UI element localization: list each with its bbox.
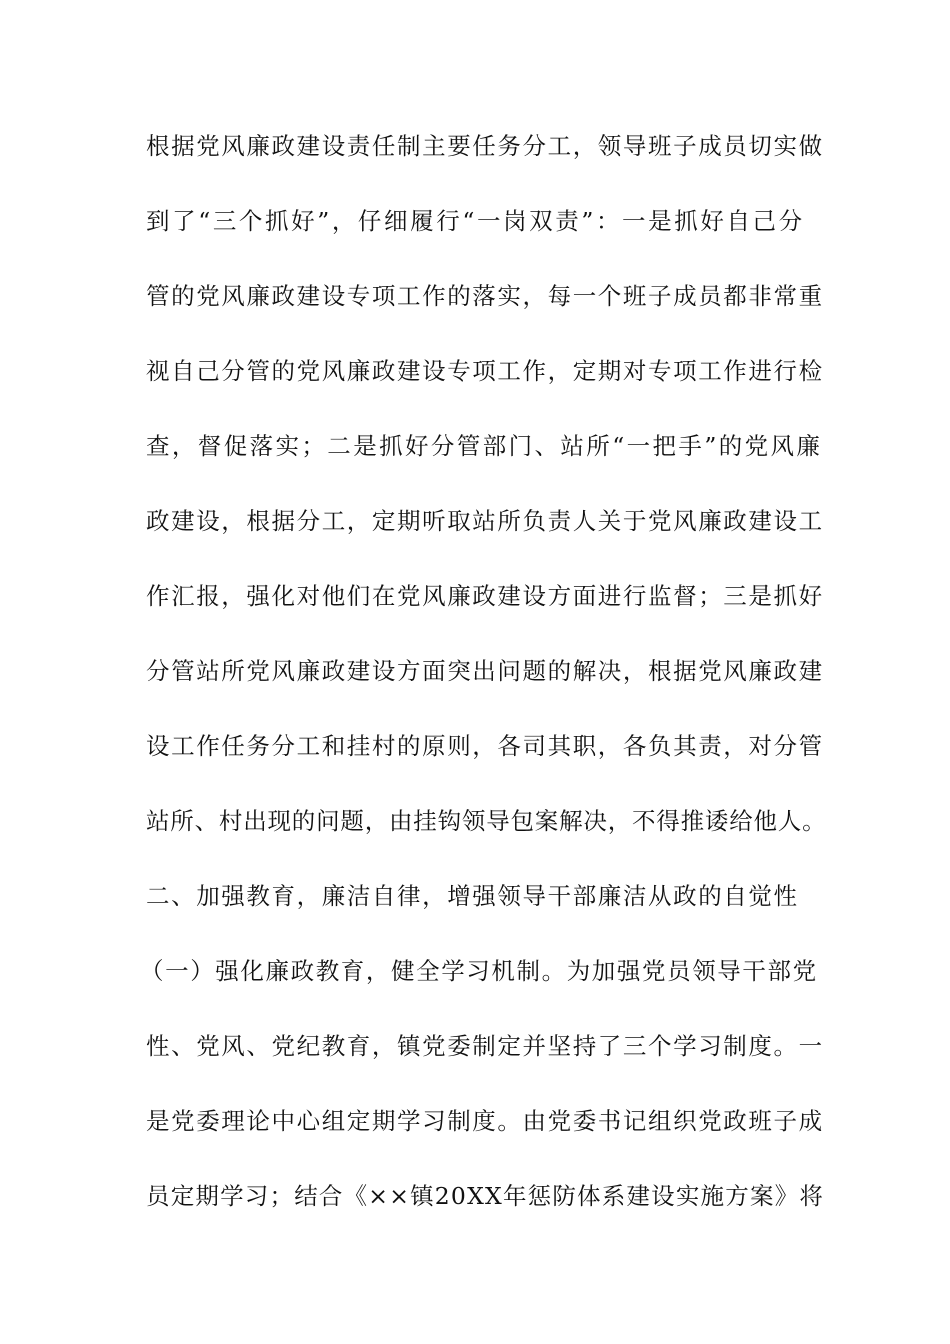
document-body bbox=[140, 128, 827, 1253]
section-heading: 二、加强教育，廉洁自律，增强领导干部廉洁从政的自觉性 bbox=[146, 882, 799, 910]
body-line: 分管站所党风廉政建设方面突出问题的解决，根据党风廉政建 bbox=[146, 657, 824, 685]
body-line: 站所、村出现的问题，由挂钩领导包案解决，不得推诿给他人。 bbox=[146, 807, 827, 835]
body-line: 根据党风廉政建设责任制主要任务分工，领导班子成员切实做 bbox=[146, 132, 824, 160]
body-line: 视自己分管的党风廉政建设专项工作，定期对专项工作进行检 bbox=[146, 357, 824, 385]
body-line: 查，督促落实；二是抓好分管部门、站所“一把手”的党风廉 bbox=[146, 432, 823, 460]
subsection-line: （一）强化廉政教育，健全学习机制。为加强党员领导干部党 bbox=[140, 957, 818, 985]
body-line: 政建设，根据分工，定期听取站所负责人关于党风廉政建设工 bbox=[146, 507, 824, 535]
body-line: 是党委理论中心组定期学习制度。由党委书记组织党政班子成 bbox=[146, 1107, 824, 1135]
body-line: 员定期学习；结合《××镇20XX年惩防体系建设实施方案》将 bbox=[146, 1182, 825, 1210]
body-line: 性、党风、党纪教育，镇党委制定并坚持了三个学习制度。一 bbox=[146, 1032, 824, 1060]
body-line: 管的党风廉政建设专项工作的落实，每一个班子成员都非常重 bbox=[146, 282, 824, 310]
body-line: 到了“三个抓好”，仔细履行“一岗双责”：一是抓好自己分 bbox=[146, 207, 805, 235]
body-line: 设工作任务分工和挂村的原则，各司其职，各负其责，对分管 bbox=[146, 732, 824, 760]
body-line: 作汇报，强化对他们在党风廉政建设方面进行监督；三是抓好 bbox=[146, 582, 824, 610]
